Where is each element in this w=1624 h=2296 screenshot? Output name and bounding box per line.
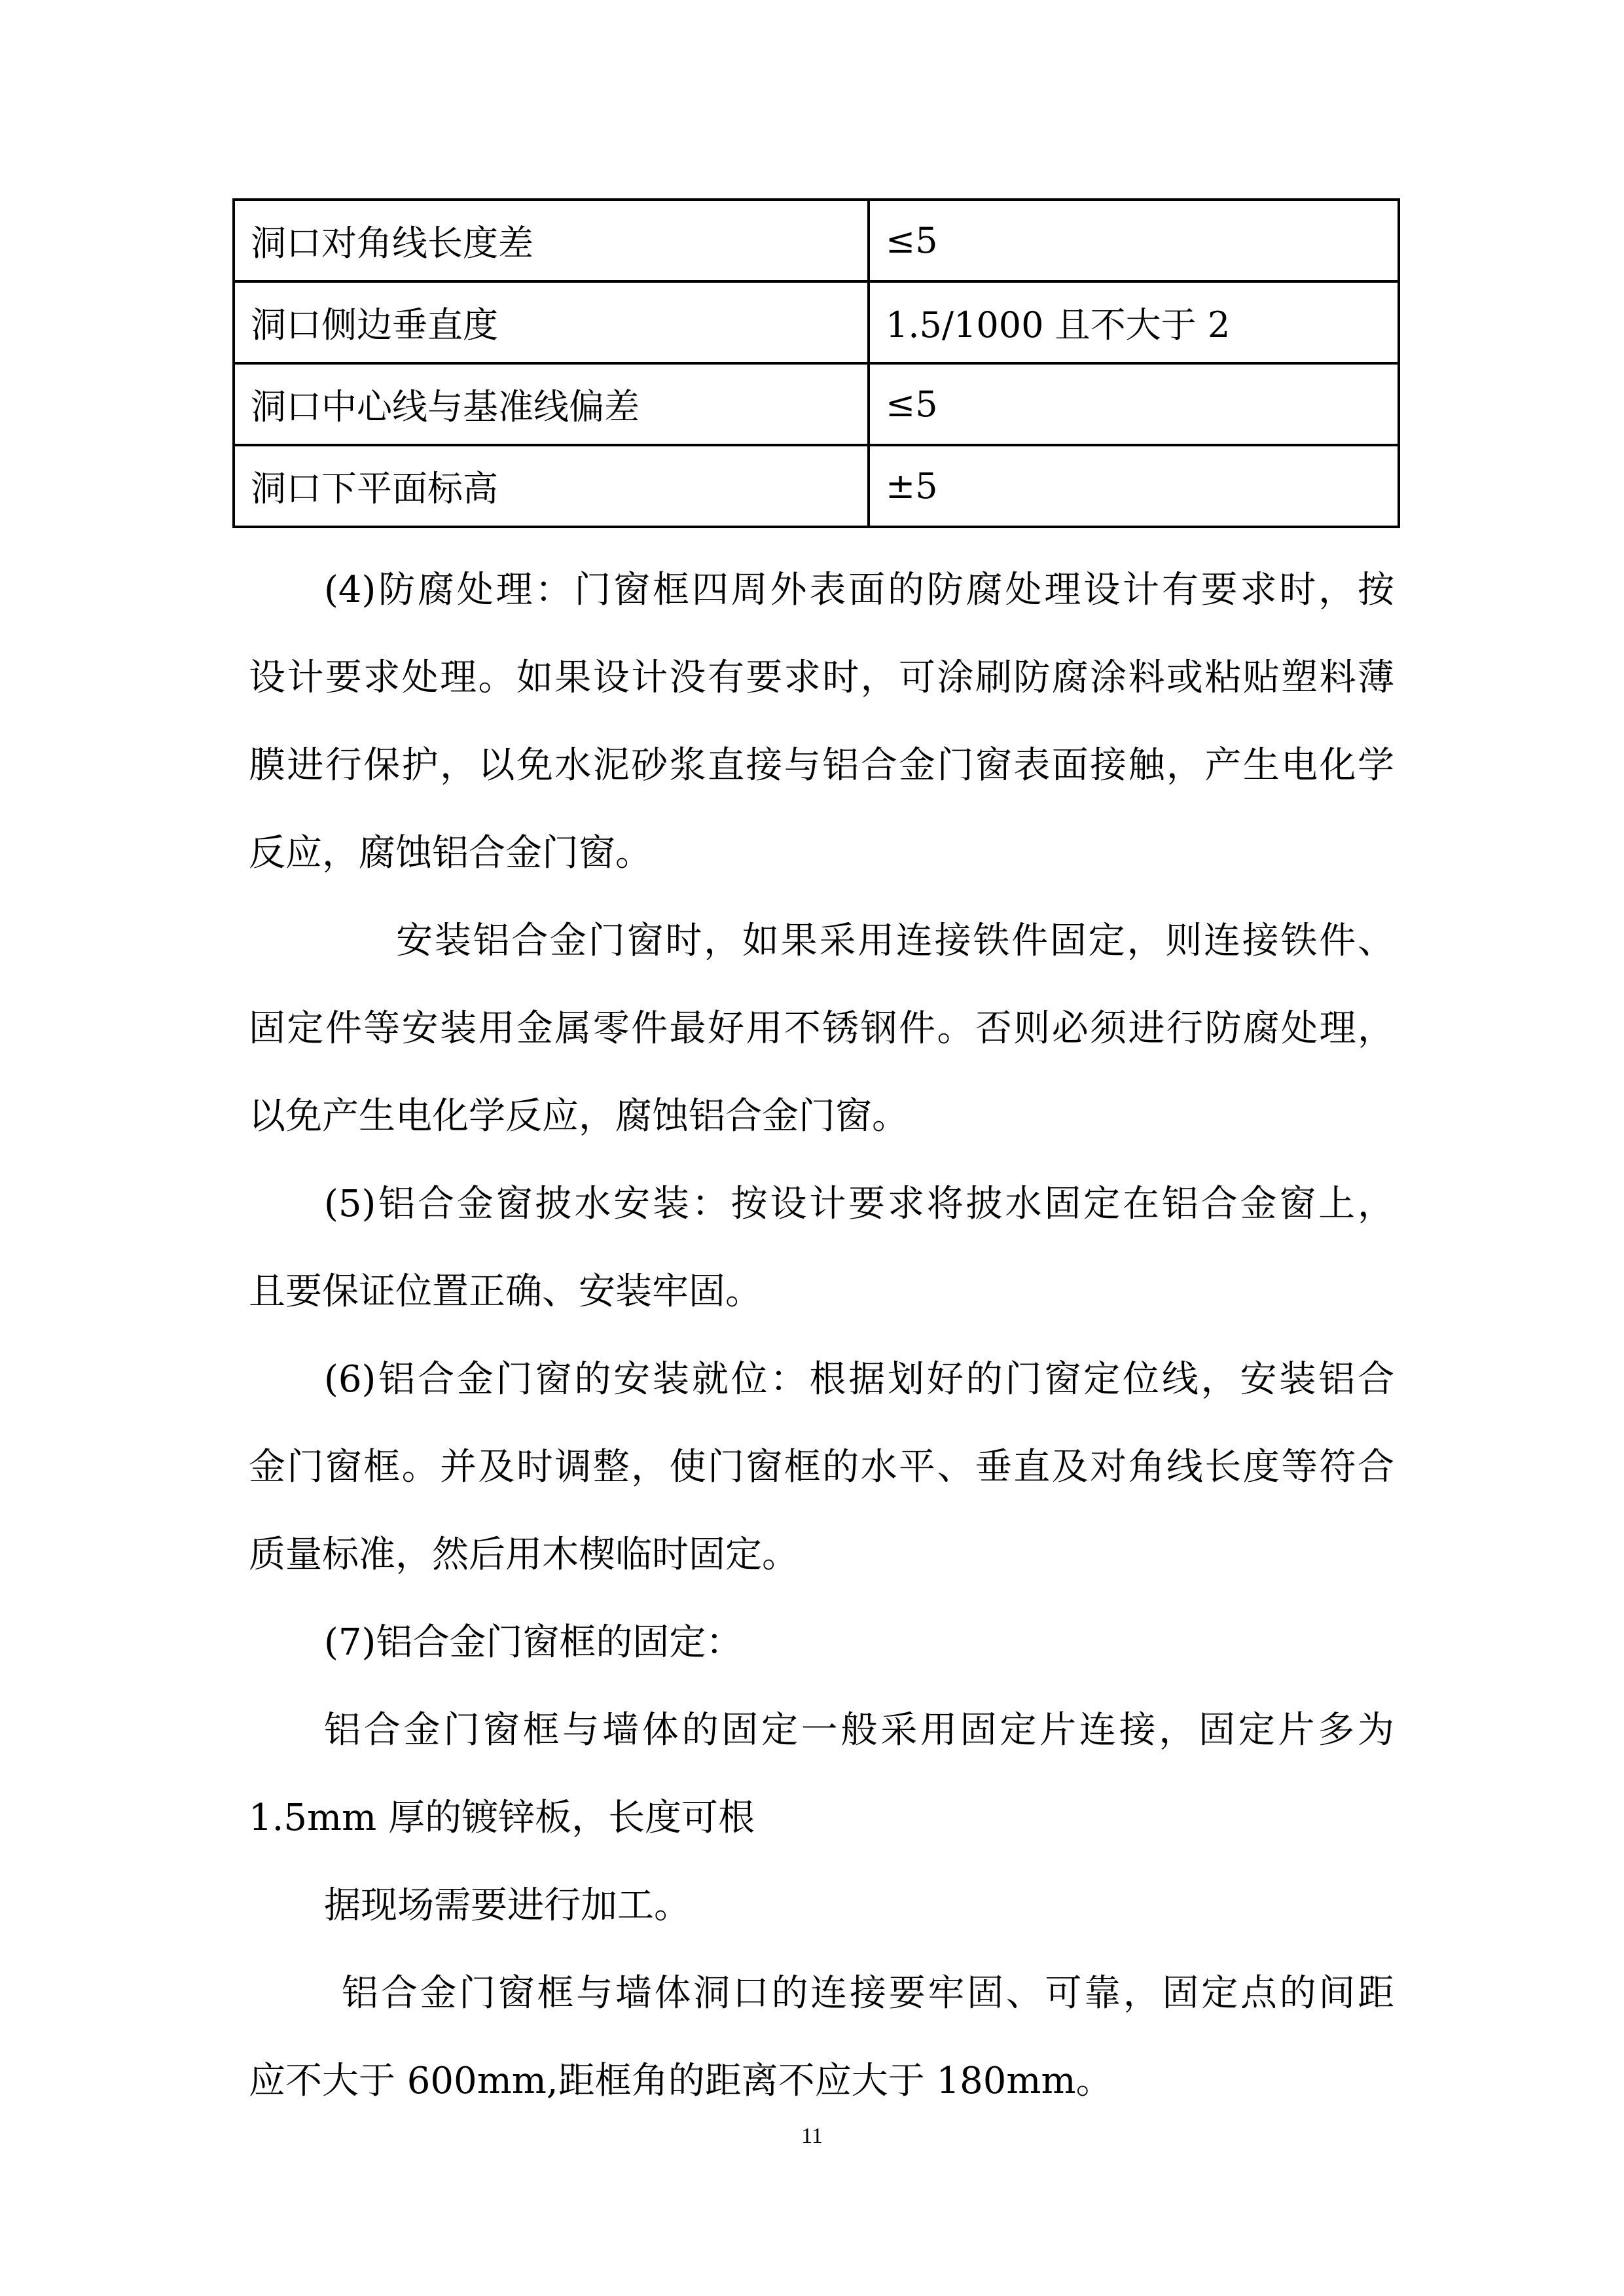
table-cell-value: ±5 bbox=[869, 445, 1399, 527]
paragraph-line: 据现场需要进行加工。 bbox=[324, 1884, 691, 1927]
paragraph-line: 膜进行保护，以免水泥砂浆直接与铝合金门窗表面接触，产生电化学 bbox=[249, 744, 1394, 787]
paragraph-line: 设计要求处理。如果设计没有要求时，可涂刷防腐涂料或粘贴塑料薄 bbox=[249, 656, 1394, 699]
tolerance-table bbox=[232, 198, 1400, 528]
paragraph-line: 应不大于 600mm,距框角的距离不应大于 180mm。 bbox=[249, 2060, 1113, 2102]
table-cell-value: ≤5 bbox=[869, 363, 1399, 445]
table-cell-item: 洞口对角线长度差 bbox=[234, 200, 869, 281]
table-cell-item: 洞口下平面标高 bbox=[234, 445, 869, 527]
paragraph-line: (5)铝合金窗披水安装：按设计要求将披水固定在铝合金窗上， bbox=[324, 1183, 1394, 1225]
table-cell-value: 1.5/1000 且不大于 2 bbox=[869, 281, 1399, 363]
paragraph-line: (4)防腐处理：门窗框四周外表面的防腐处理设计有要求时，按 bbox=[324, 569, 1394, 611]
table-cell-value: ≤5 bbox=[869, 200, 1399, 281]
paragraph-line: 反应，腐蚀铝合金门窗。 bbox=[249, 832, 652, 874]
paragraph-line: 金门窗框。并及时调整，使门窗框的水平、垂直及对角线长度等符合 bbox=[249, 1446, 1394, 1488]
table-row bbox=[234, 281, 1399, 363]
table-row bbox=[234, 363, 1399, 445]
paragraph-line: 质量标准，然后用木楔临时固定。 bbox=[249, 1534, 799, 1576]
paragraph-line: 固定件等安装用金属零件最好用不锈钢件。否则必须进行防腐处理， bbox=[249, 1007, 1394, 1050]
paragraph-line: (6)铝合金门窗的安装就位：根据划好的门窗定位线，安装铝合 bbox=[324, 1358, 1394, 1401]
table-row bbox=[234, 200, 1399, 281]
page-number: 11 bbox=[801, 2124, 823, 2148]
paragraph-line: 安装铝合金门窗时，如果采用连接铁件固定，则连接铁件、 bbox=[396, 920, 1394, 962]
table-row bbox=[234, 445, 1399, 527]
table-cell-item: 洞口中心线与基准线偏差 bbox=[234, 363, 869, 445]
paragraph-line: 1.5mm 厚的镀锌板，长度可根 bbox=[249, 1797, 755, 1839]
paragraph-line: 以免产生电化学反应，腐蚀铝合金门窗。 bbox=[249, 1095, 909, 1138]
paragraph-line: (7)铝合金门窗框的固定： bbox=[324, 1621, 743, 1664]
paragraph-line: 铝合金门窗框与墙体洞口的连接要牢固、可靠，固定点的间距 bbox=[342, 1972, 1394, 2015]
table-cell-item: 洞口侧边垂直度 bbox=[234, 281, 869, 363]
paragraph-line: 铝合金门窗框与墙体的固定一般采用固定片连接，固定片多为 bbox=[324, 1709, 1394, 1751]
paragraph-line: 且要保证位置正确、安装牢固。 bbox=[249, 1270, 762, 1313]
